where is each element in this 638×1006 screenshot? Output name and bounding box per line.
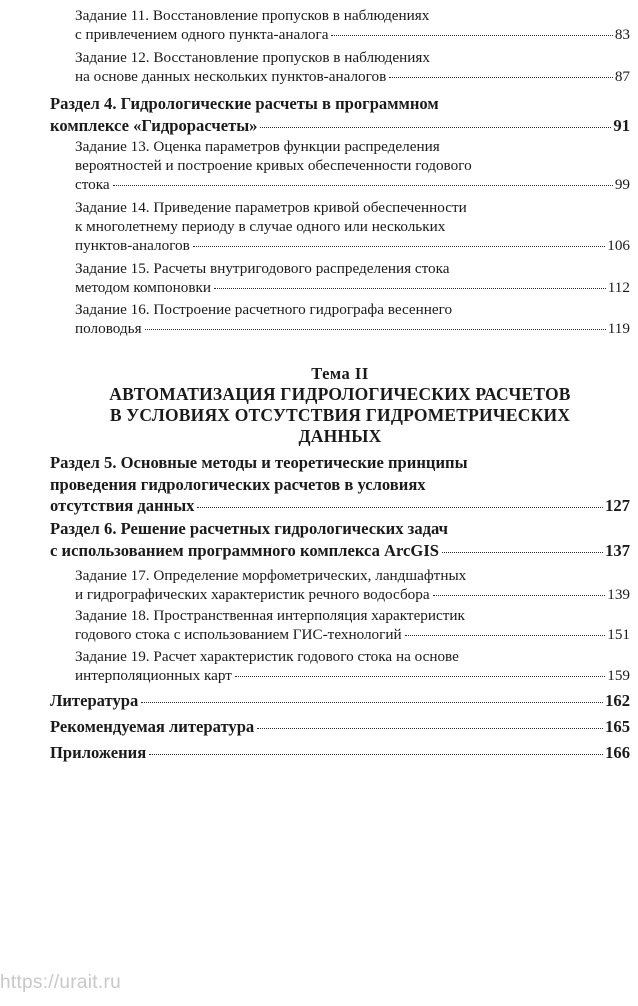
page-number: 159 [607,667,630,684]
entry-title-line: Задание 15. Расчеты внутригодового распределения стока [75,260,450,277]
page-number: 87 [614,68,630,85]
page-number: 112 [607,279,630,296]
toc-entry-task-19[interactable] [0,647,630,685]
toc-entry-task-15[interactable] [0,259,630,297]
toc-entry-task-11[interactable] [0,6,630,44]
dot-leader [145,329,606,330]
dot-leader [235,676,605,677]
dot-leader [141,702,603,703]
page-number: 151 [607,626,630,643]
dot-leader [214,288,606,289]
dot-leader [149,754,603,755]
toc-entry-appendices[interactable] [0,742,630,764]
page-number: 83 [614,26,630,43]
toc-entry-literature[interactable] [0,690,630,712]
entry-title-line: Задание 12. Восстановление пропусков в наблюдениях [75,49,430,66]
dot-leader [389,77,613,78]
toc-entry-section-5[interactable] [0,452,630,517]
entry-title-line: половодья [75,320,142,337]
entry-title-line: методом компоновки [75,279,212,296]
page-number: 106 [607,237,630,254]
toc-entry-task-12[interactable] [0,48,630,86]
watermark-url: https://urait.ru [0,972,121,993]
toc-entry-section-6[interactable] [0,518,630,561]
toc-entry-task-17[interactable] [0,566,630,604]
entry-title-line: годового стока с использованием ГИС-технологий [75,626,402,643]
entry-title-line: Задание 13. Оценка параметров функции распределения [75,138,440,155]
dot-leader [260,127,611,128]
dot-leader [197,507,603,508]
page-number: 127 [605,496,630,515]
page-number: 119 [607,320,630,337]
entry-title-line: пунктов-аналогов [75,237,190,254]
dot-leader [331,35,612,36]
entry-title: Рекомендуемая литература [50,717,255,736]
entry-title-line: к многолетнему периоду в случае одного или нескольких [75,218,446,235]
page-number: 99 [614,176,630,193]
topic-title-line: АВТОМАТИЗАЦИЯ ГИДРОЛОГИЧЕСКИХ РАСЧЕТОВ [109,384,571,404]
dot-leader [433,595,606,596]
entry-title-line: Задание 16. Построение расчетного гидрографа весеннего [75,301,453,318]
entry-title-line: с использованием программного комплекса ArcGIS [50,540,440,560]
dot-leader [113,185,613,186]
entry-title-line: на основе данных нескольких пунктов-аналогов [75,68,387,85]
entry-title-line: Раздел 4. Гидрологические расчеты в программном [50,94,439,113]
entry-title-line: и гидрографических характеристик речного водосбора [75,586,430,603]
topic-heading [50,363,630,447]
toc-entry-task-16[interactable] [0,300,630,338]
page-number: 162 [605,691,630,710]
entry-title-line: интерполяционных карт [75,667,232,684]
dot-leader [442,552,603,553]
page-number: 166 [605,743,630,762]
dot-leader [405,635,606,636]
page-number: 165 [605,717,630,736]
page-number: 139 [607,586,630,603]
topic-title-line: В УСЛОВИЯХ ОТСУТСТВИЯ ГИДРОМЕТРИЧЕСКИХ [109,405,571,425]
toc-entry-task-13[interactable] [0,137,630,194]
page-number: 137 [605,540,630,560]
dot-leader [257,728,603,729]
page-number: 91 [613,115,630,135]
entry-title-line: Задание 14. Приведение параметров кривой обеспеченности [75,199,467,216]
entry-title-line: Задание 18. Пространственная интерполяция характеристик [75,607,465,624]
entry-title-line: Задание 19. Расчет характеристик годового стока на основе [75,648,459,665]
toc-entry-section-4[interactable] [0,93,630,136]
toc-entry-recommended-literature[interactable] [0,716,630,738]
dot-leader [193,246,605,247]
entry-title-line: вероятностей и построение кривых обеспеченности годового [75,157,472,174]
entry-title-line: Раздел 5. Основные методы и теоретические принципы [50,453,468,472]
topic-label: Тема II [311,364,369,383]
entry-title-line: с привлечением одного пункта-аналога [75,26,329,43]
entry-title: Приложения [50,743,147,762]
entry-title-line: проведения гидрологических расчетов в условиях [50,474,426,494]
entry-title-line: Задание 17. Определение морфометрических, ландшафтных [75,567,467,584]
toc-entry-task-18[interactable] [0,606,630,644]
entry-title-line: отсутствия данных [50,496,195,515]
topic-title-line: ДАННЫХ [298,426,382,446]
entry-title-line: Раздел 6. Решение расчетных гидрологических задач [50,519,449,538]
entry-title-line: стока [75,176,110,193]
entry-title-line: комплексе «Гидрорасчеты» [50,115,258,135]
toc-entry-task-14[interactable] [0,198,630,255]
entry-title: Литература [50,691,139,710]
entry-title-line: Задание 11. Восстановление пропусков в наблюдениях [75,7,430,24]
